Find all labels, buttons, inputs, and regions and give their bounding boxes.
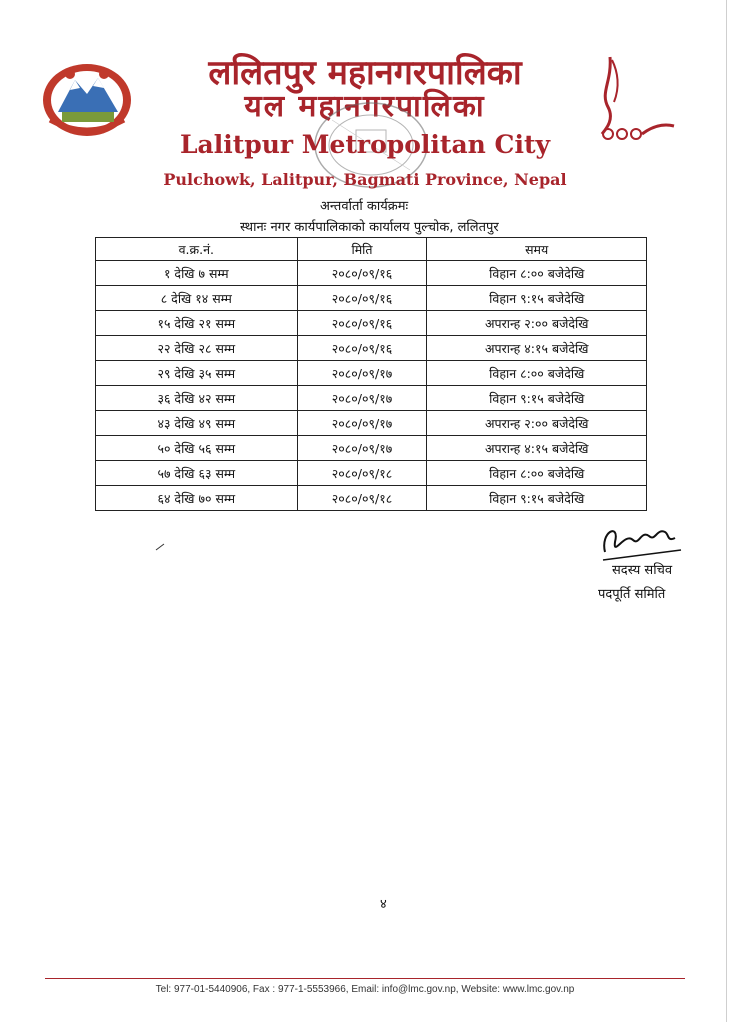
cell-time: विहान ९:१५ बजेदेखि [427,286,647,311]
cell-time: अपरान्ह ४:१५ बजेदेखि [427,336,647,361]
footer-contact: Tel: 977-01-5440906, Fax : 977-1-5553966, Email: info@lmc.gov.np, Website: www.lmc.gov.np [155,984,575,995]
cell-range: ३६ देखि ४२ सम्म [96,386,298,411]
stray-mark-icon [155,543,165,551]
title-nepali: ललितपुर महानगरपालिका [208,53,522,93]
cell-range: २२ देखि २८ सम्म [96,336,298,361]
cell-time: विहान ८:०० बजेदेखि [427,261,647,286]
signatory-committee: पदपूर्ति समिति [598,587,666,602]
table-row [96,436,647,461]
address: Pulchowk, Lalitpur, Bagmati Province, Nepal [163,170,567,189]
title-newari: यल महानगरपालिका [244,89,486,124]
cell-time: विहान ८:०० बजेदेखि [427,461,647,486]
title-english: Lalitpur Metropolitan City [179,130,551,159]
cell-date: २०८०/०९/१७ [297,411,427,436]
cell-date: २०८०/०९/१८ [297,461,427,486]
venue-line: स्थानः नगर कार्यपालिकाको कार्यालय पुल्चोक, ललितपुर [240,220,499,235]
table-row [96,261,647,286]
cell-range: ५० देखि ५६ सम्म [96,436,298,461]
cultural-symbol-icon [590,52,680,142]
cell-date: २०८०/०९/१८ [297,486,427,511]
table-row [96,336,647,361]
table-row [96,286,647,311]
cell-range: ८ देखि १४ सम्म [96,286,298,311]
header-time: समय [427,238,647,261]
cell-time: अपरान्ह २:०० बजेदेखि [427,311,647,336]
cell-date: २०८०/०९/१७ [297,361,427,386]
table-header-row [96,238,647,261]
cell-time: विहान ९:१५ बजेदेखि [427,486,647,511]
header-serial-range: व.क्र.नं. [96,238,298,261]
cell-range: ५७ देखि ६३ सम्म [96,461,298,486]
cell-time: विहान ८:०० बजेदेखि [427,361,647,386]
cell-date: २०८०/०९/१६ [297,286,427,311]
interview-schedule-table [95,237,647,511]
cell-range: १५ देखि २१ सम्म [96,311,298,336]
cell-date: २०८०/०९/१६ [297,336,427,361]
program-heading: अन्तर्वार्ता कार्यक्रमः [320,199,409,214]
cell-date: २०८०/०९/१७ [297,436,427,461]
nepal-emblem-icon [40,60,135,140]
table-row [96,361,647,386]
cell-date: २०८०/०९/१६ [297,311,427,336]
cell-time: अपरान्ह २:०० बजेदेखि [427,411,647,436]
cell-time: अपरान्ह ४:१५ बजेदेखि [427,436,647,461]
table-row [96,411,647,436]
cell-date: २०८०/०९/१६ [297,261,427,286]
cell-range: २९ देखि ३५ सम्म [96,361,298,386]
table-row [96,461,647,486]
cell-range: ६४ देखि ७० सम्म [96,486,298,511]
table-row [96,311,647,336]
table-row [96,386,647,411]
signatory-title: सदस्य सचिव [612,563,673,578]
footer-divider [45,978,685,979]
cell-range: १ देखि ७ सम्म [96,261,298,286]
page-number: ४ [380,897,387,912]
header-date: मिति [297,238,427,261]
cell-date: २०८०/०९/१७ [297,386,427,411]
table-row [96,486,647,511]
cell-range: ४३ देखि ४९ सम्म [96,411,298,436]
cell-time: विहान ९:१५ बजेदेखि [427,386,647,411]
